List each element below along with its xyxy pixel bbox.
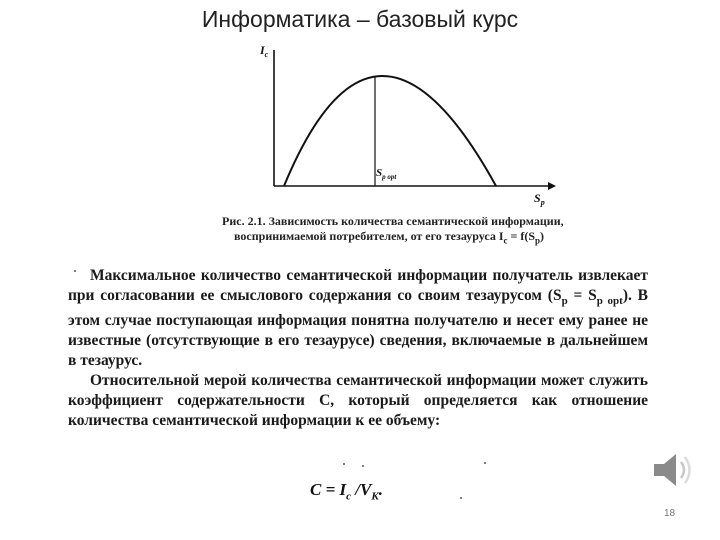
y-axis-label: $I_c$ [260,43,269,59]
optimum-label: $S_{p opt}$ [376,167,397,181]
main-text [68,266,648,431]
paragraph-1: Максимальное количество семантической информации получатель извлекает при согласовании ее смыслового содержания со своим тезаурусом $(S_p = S_{p opt})$. В этом случае поступающая информация понятна получателю и несет ему ранее не известные (отсутствующие в его тезаурусе) сведения, включаемые в дальнейшем в тезаурус. [68,267,648,370]
formula: $C = I_c$ $/V_K$. [310,480,383,503]
figure-caption [222,214,602,248]
scan-dot [362,465,364,467]
scan-dot [74,270,76,272]
x-axis-label: $S_p$ [534,191,545,207]
speaker-icon[interactable] [648,446,696,494]
x-axis-arrow [548,182,556,190]
scan-dot [460,497,462,499]
caption-line-1: Рис. 2.1. Зависимость количества семантической информации, [222,214,564,228]
paragraph-2: Относительной мерой количества семантической информации может служить коэффициент содержательности C, который определяется как отношение количества семантической информации к ее объему: [68,372,648,430]
page-number: 18 [664,508,676,519]
slide-title: Информатика – базовый курс [201,6,519,32]
scan-dot [484,462,486,464]
information-curve [284,76,496,186]
scan-dot [343,463,345,465]
caption-line-2: воспринимаемой потребителем, от его тезауруса $I_c = f(S_p)$ [234,229,545,246]
